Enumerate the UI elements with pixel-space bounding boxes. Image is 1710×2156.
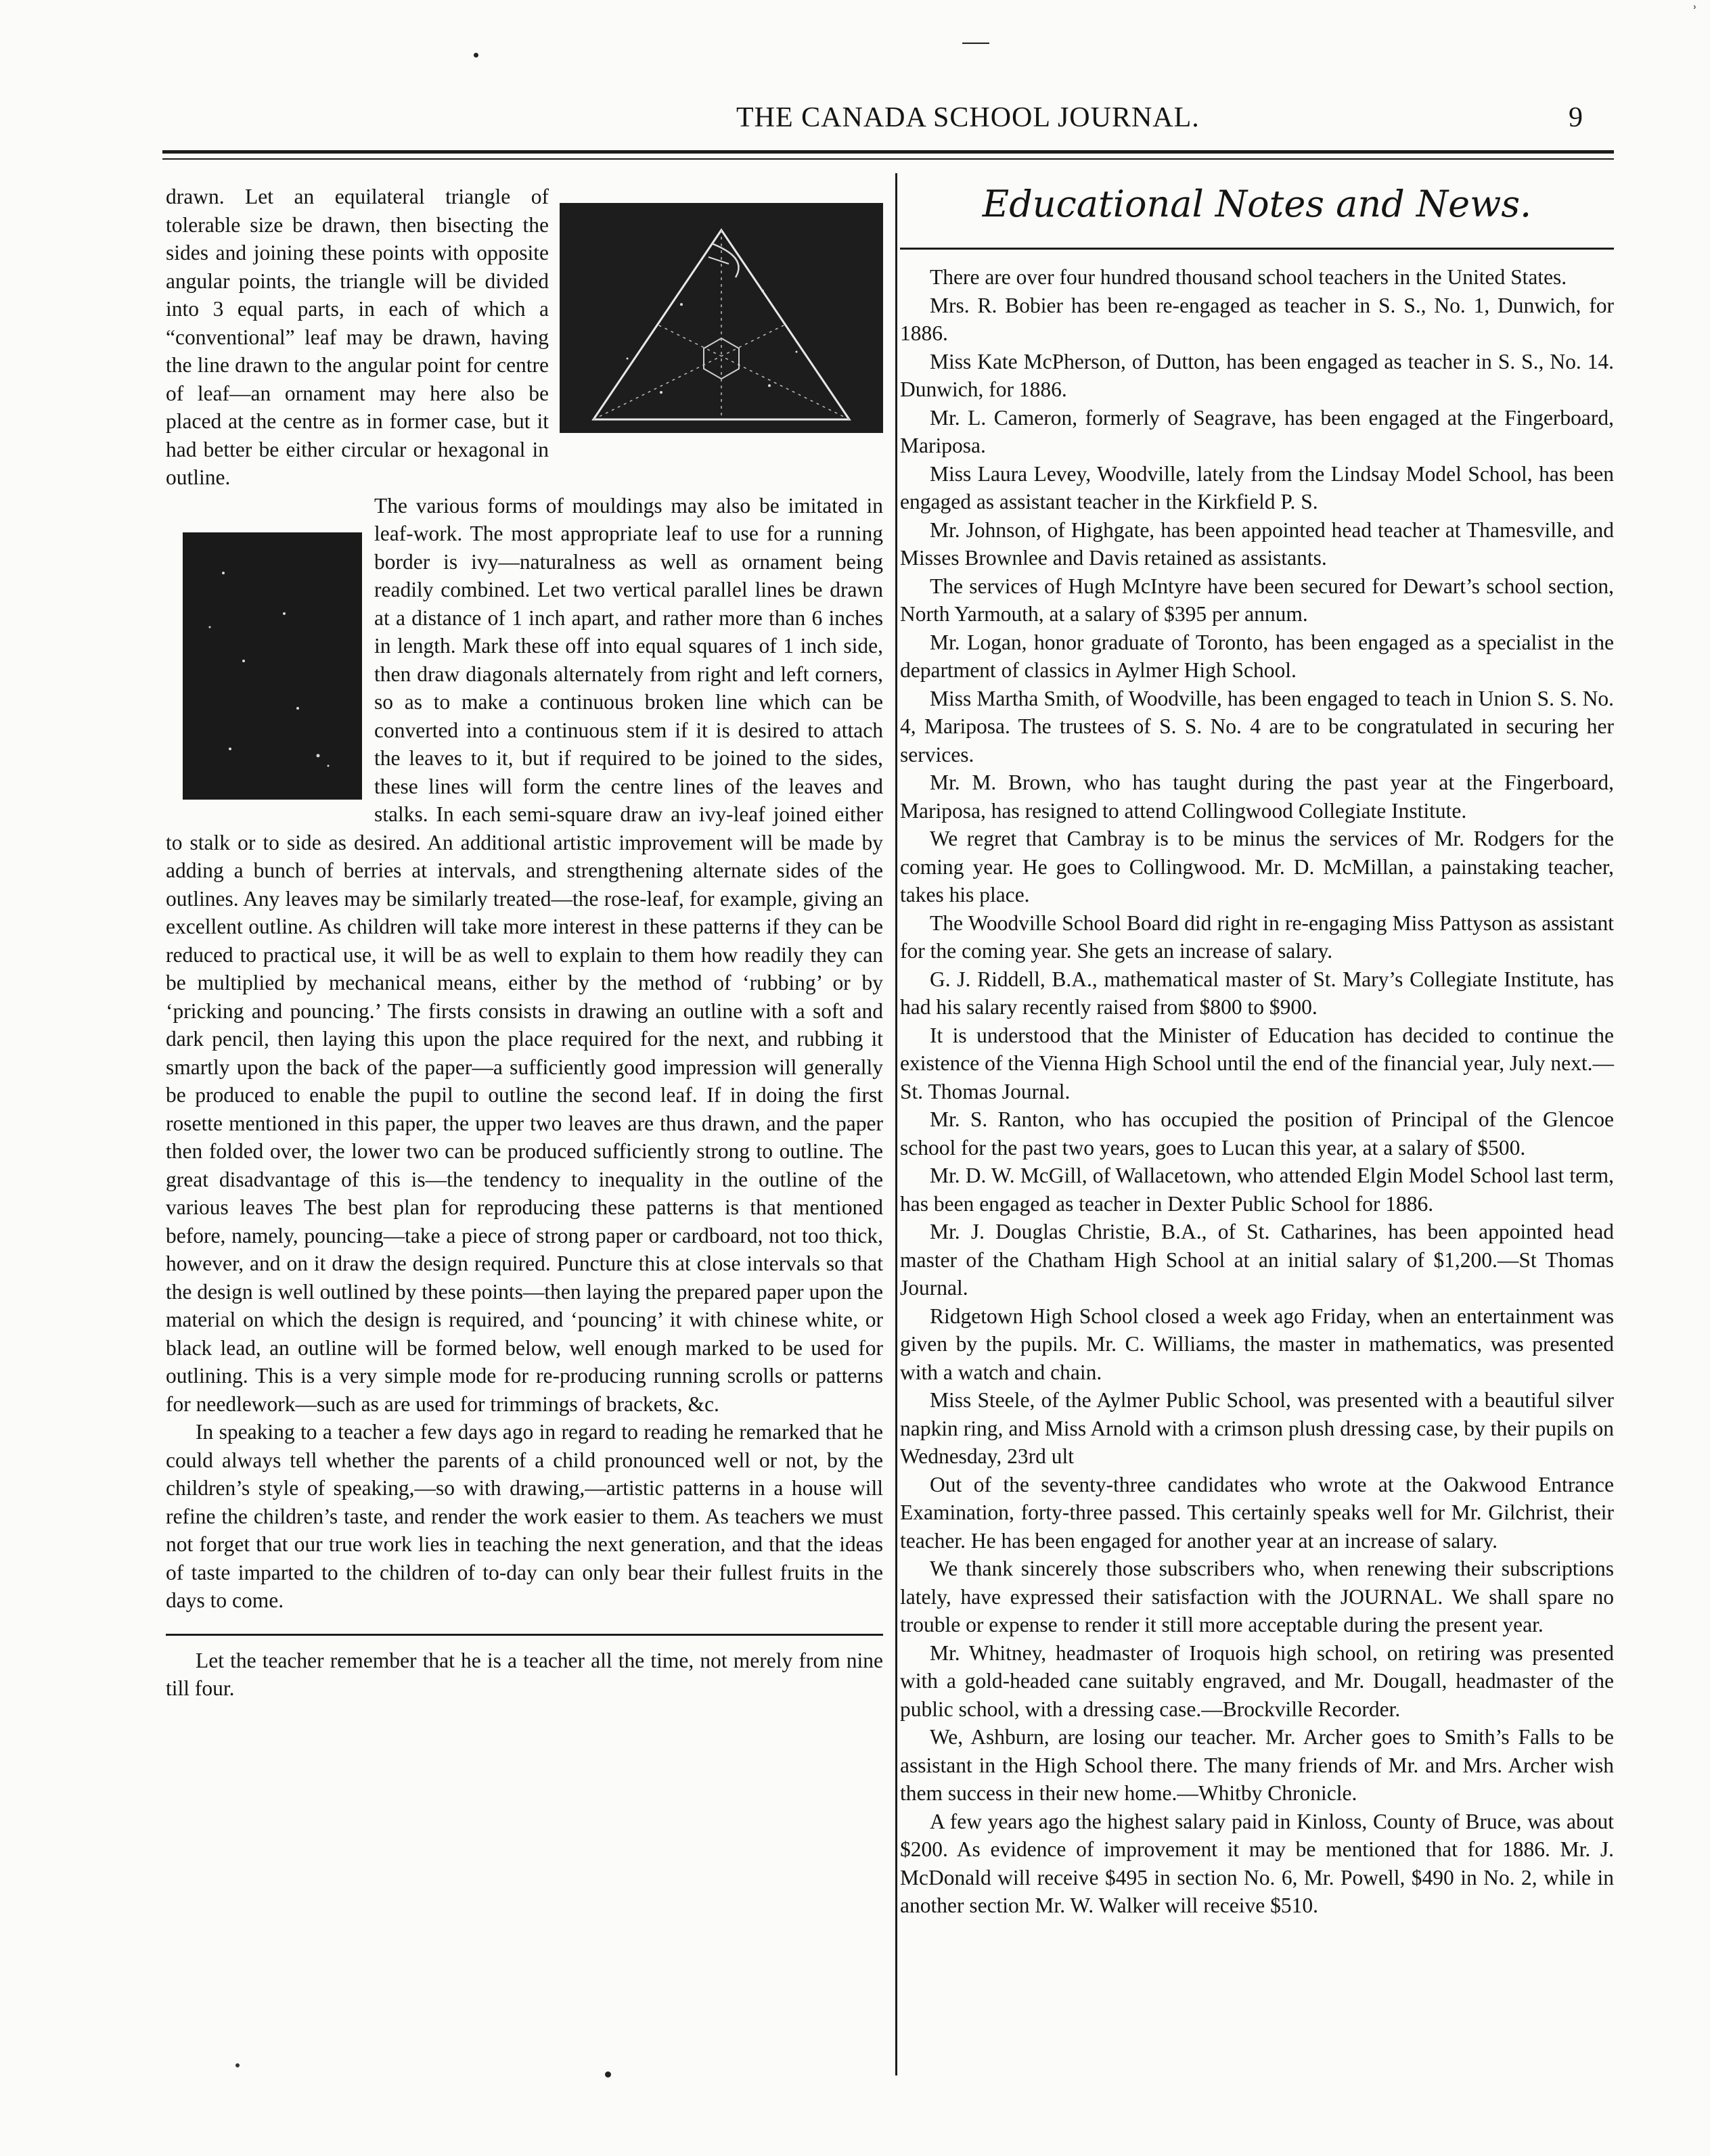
news-item: There are over four hundred thousand school teachers in the United States. <box>930 265 1567 289</box>
news-item: Mr. S. Ranton, who has occupied the position of Principal of the Glencoe school for the past two years, goes to Lucan this year, at a salary of $500. <box>900 1107 1614 1160</box>
news-item: Mr. M. Brown, who has taught during the past year at the Fingerboard, Mariposa, has resigned to attend Collingwood Collegiate Institute. <box>900 771 1614 823</box>
news-item: Miss Steele, of the Aylmer Public School, was presented with a beautiful silver napkin ring, and Miss Arnold with a crimson plush dressing case, by their pupils on Wednesday, 23rd ult <box>900 1388 1614 1468</box>
triangle-leaf-figure <box>560 203 883 433</box>
running-title: THE CANADA SCHOOL JOURNAL. <box>736 102 1200 133</box>
news-item: Out of the seventy-three candidates who wrote at the Oakwood Entrance Examination, forty-three passed. This certainly speaks well for Mr. Gilchrist, their teacher. He has been engaged for another year at an increase of salary. <box>900 1472 1614 1553</box>
news-item: Miss Martha Smith, of Woodville, has been engaged to teach in Union S. S. No. 4, Mariposa. The trustees of S. S. No. 4 are to be congratulated in securing her services. <box>900 686 1614 766</box>
news-item: The services of Hugh McIntyre have been secured for Dewart’s school section, North Yarmouth, at a salary of $395 per annum. <box>900 574 1614 626</box>
news-item: A few years ago the highest salary paid in Kinloss, County of Bruce, was about $200. As evidence of improvement it may be mentioned that for 1886. Mr. J. McDonald will receive $495 in section No. 6, Mr. Powell, $490 in No. 2, while in another section Mr. W. Walker will receive $510. <box>900 1809 1614 1917</box>
news-item: Mrs. R. Bobier has been re-engaged as teacher in S. S., No. 1, Dunwich, for 1886. <box>900 293 1614 345</box>
news-item: Miss Laura Levey, Woodville, lately from the Lindsay Model School, has been engaged as assistant teacher in the Kirkfield P. S. <box>900 461 1614 513</box>
news-item: Mr. D. W. McGill, of Wallacetown, who attended Elgin Model School last term, has been engaged as teacher in Dexter Public School for 1886. <box>900 1164 1614 1216</box>
news-item: We regret that Cambray is to be minus the services of Mr. Rodgers for the coming year. He goes to Collingwood. Mr. D. McMillan, a painstaking teacher, takes his place. <box>900 827 1614 907</box>
header-rule <box>162 150 1614 154</box>
news-item: G. J. Riddell, B.A., mathematical master of St. Mary’s Collegiate Institute, has had his salary recently raised from $800 to $900. <box>900 967 1614 1019</box>
section-rule <box>166 1634 883 1636</box>
speck <box>474 53 478 58</box>
section-title: Educational Notes and News. <box>982 183 1532 225</box>
news-item: Mr. Whitney, headmaster of Iroquois high school, on retiring was presented with a gold-headed cane suitably engraved, and Mr. Dougall, headmaster of the public school, with a dressing case.—Brockville Recorder. <box>900 1641 1614 1721</box>
news-item: Mr. Logan, honor graduate of Toronto, has been engaged as a specialist in the department of classics in Aylmer High School. <box>900 630 1614 682</box>
news-item: It is understood that the Minister of Education has decided to continue the existence of the Vienna High School until the end of the financial year, July next.—St. Thomas Journal. <box>900 1023 1614 1103</box>
page-number: 9 <box>1569 102 1583 133</box>
speck <box>235 2063 240 2067</box>
ivy-border-image <box>183 532 362 800</box>
printer-mark: ⸏ <box>962 16 989 46</box>
left-column <box>166 183 883 1703</box>
ivy-border-figure <box>183 532 362 800</box>
paragraph: The various forms of mouldings may also be imitated in leaf-work. The most appropriate leaf to use for a running border is ivy—naturalness as well as ornament being readily combined. Let two vertical parallel lines be drawn at a distance of 1 inch apart, and rather more than 6 inches in length. Mark these off into equal squares of 1 inch side, then draw diagonals alternately from right and left corners, so as to make a continuous broken line which can be converted into a continuous stem if it is desired to attach the leaves to it, but if required to be joined to the sides, these lines will form the centre lines of the leaves and stalks. In each semi-square draw an ivy-leaf joined either to stalk or to side as desired. An additional artistic improvement will be made by adding a bunch of berries at intervals, and strengthening alternate sides of the outlines. Any leaves may be similarly treated—the rose-leaf, for example, giving an excellent outline. As children will take more interest in these patterns if they can be reduced to practical use, it will be as well to explain to them how readily they can be multiplied by mechanical means, either by the method of ‘rubbing’ or by ‘pricking and pouncing.’ The firsts consists in drawing an outline with a soft and dark pencil, then laying this upon the place required for the next, and rubbing it smartly upon the back of the paper—a sufficiently good impression will generally be produced to enable the pupil to outline the second leaf. If in doing the first rosette mentioned in this paper, the upper two leaves are thus drawn, and the paper then folded over, the lower two can be produced sufficiently strong to outline. The great disadvantage of this is—the tendency to inequality in the outline of the various leaves The best plan for reproducing these patterns is that mentioned before, namely, pouncing—take a piece of strong paper or cardboard, not too thick, however, and on it draw the design required. Puncture this at close intervals so that the design is well outlined by these points—then laying the prepared paper upon the material on which the design is required, and ‘pouncing’ it with chinese white, or black lead, an outline will be formed below, well enough marked to be used for outlining. This is a very simple mode for re-producing running scrolls or patterns for needlework—such as are used for trimmings of brackets, &c. <box>166 493 883 1416</box>
news-item: Miss Kate McPherson, of Dutton, has been engaged as teacher in S. S., No. 14. Dunwich, for 1886. <box>900 349 1614 401</box>
news-item: Mr. J. Douglas Christie, B.A., of St. Catharines, has been appointed head master of the Chatham High School at an initial salary of $1,200.—St Thomas Journal. <box>900 1220 1614 1300</box>
paragraph: In speaking to a teacher a few days ago in regard to reading he remarked that he could always tell whether the parents of a child pronounced well or not, by the children’s style of speaking,—so with drawing,—artistic patterns in a house will refine the children’s taste, and render the work easier to them. As teachers we must not forget that our true work lies in teaching the next generation, and that the ideas of taste imparted to the children of to-day can only bear their fullest fruits in the days to come. <box>166 1420 883 1612</box>
news-item: Mr. L. Cameron, formerly of Seagrave, has been engaged at the Fingerboard, Mariposa. <box>900 405 1614 457</box>
speck <box>605 2071 611 2078</box>
triangle-ornament-image <box>560 203 883 433</box>
news-item: Ridgetown High School closed a week ago Friday, when an entertainment was given by the pupils. Mr. C. Williams, the master in mathematics, was presented with a watch and chain. <box>900 1304 1614 1384</box>
corner-mark: ʾ <box>1692 3 1698 22</box>
header-rule-thin <box>162 158 1614 160</box>
title-rule <box>900 248 1614 250</box>
column-divider <box>895 173 897 2075</box>
closing-note: Let the teacher remember that he is a teacher all the time, not merely from nine till four. <box>166 1648 883 1700</box>
news-item: We, Ashburn, are losing our teacher. Mr. Archer goes to Smith’s Falls to be assistant in the High School there. The many friends of Mr. and Mrs. Archer wish them success in their new home.—Whitby Chronicle. <box>900 1725 1614 1805</box>
news-item: Mr. Johnson, of Highgate, has been appointed head teacher at Thamesville, and Misses Brownlee and Davis retained as assistants. <box>900 518 1614 570</box>
right-column <box>900 183 1614 1920</box>
news-item: The Woodville School Board did right in re-engaging Miss Pattyson as assistant for the coming year. She gets an increase of salary. <box>900 911 1614 963</box>
news-item: We thank sincerely those subscribers who, when renewing their subscriptions lately, have expressed their satisfaction with the JOURNAL. We shall spare no trouble or expense to render it still more acceptable during the present year. <box>900 1557 1614 1636</box>
paragraph: drawn. Let an equilateral triangle of tolerable size be drawn, then bisecting the sides and joining these points with opposite angular points, the triangle will be divided into 3 equal parts, in each of which a “conventional” leaf may be drawn, having the line drawn to the angular point for centre of leaf—an ornament may here also be placed at the centre as in former case, but it had better be either circular or hexagonal in outline. <box>166 185 549 489</box>
